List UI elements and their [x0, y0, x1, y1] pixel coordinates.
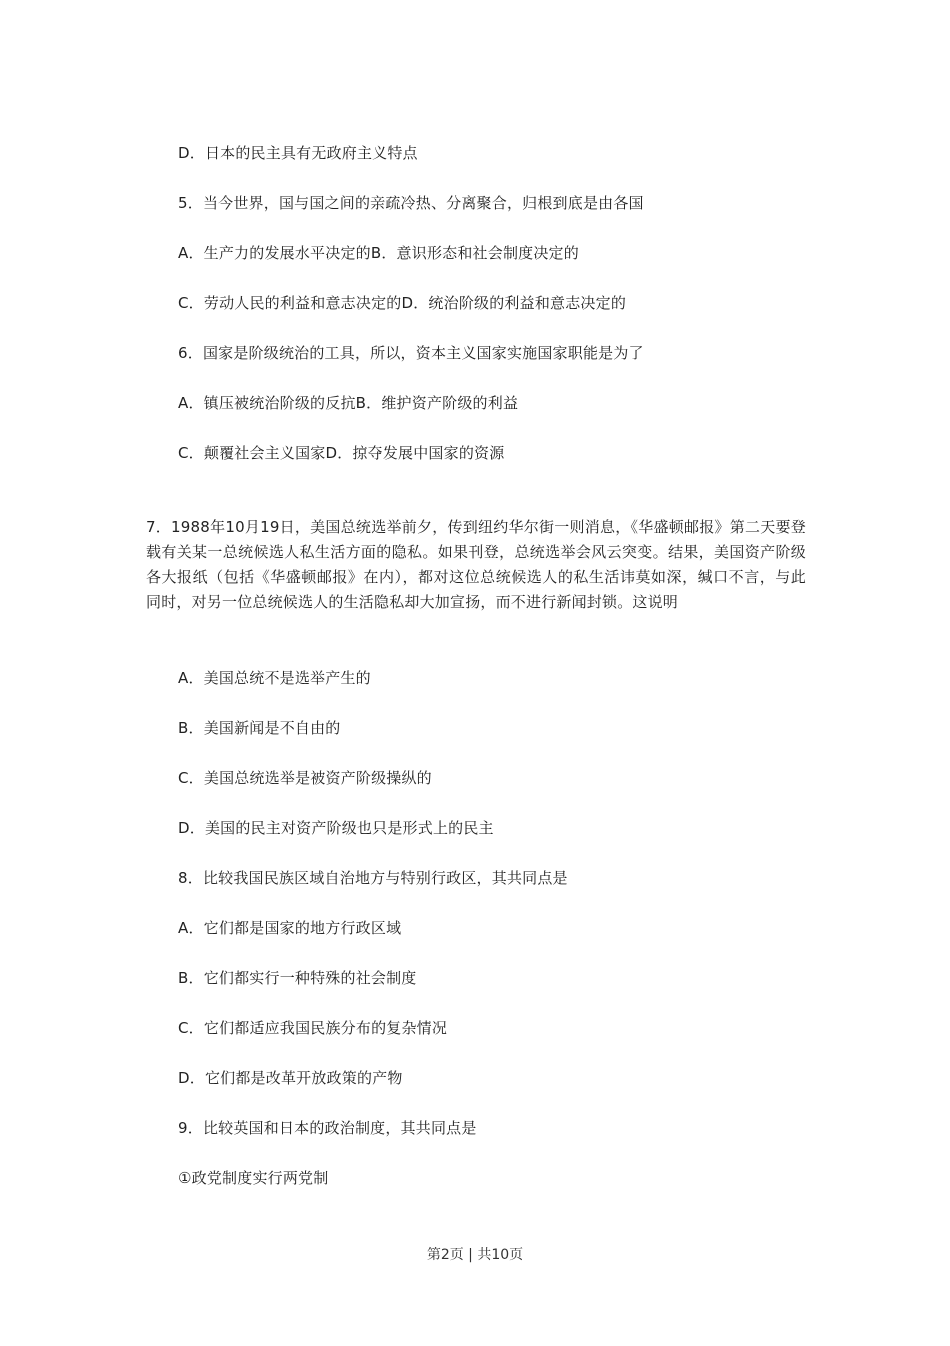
- statement-line: ①政党制度实行两党制: [178, 1169, 329, 1187]
- option-line: C．劳动人民的利益和意志决定的D．统治阶级的利益和意志决定的: [178, 294, 627, 312]
- option-line: A．它们都是国家的地方行政区域: [178, 919, 402, 937]
- option-line: A．镇压被统治阶级的反抗B．维护资产阶级的利益: [178, 394, 519, 412]
- option-line: B．它们都实行一种特殊的社会制度: [178, 969, 417, 987]
- question-line: 5．当今世界，国与国之间的亲疏冷热、分离聚合，归根到底是由各国: [178, 194, 644, 212]
- option-line: D．日本的民主具有无政府主义特点: [178, 144, 418, 162]
- option-line: C．它们都适应我国民族分布的复杂情况: [178, 1019, 448, 1037]
- option-line: A．生产力的发展水平决定的B．意识形态和社会制度决定的: [178, 244, 579, 262]
- option-line: D．美国的民主对资产阶级也只是形式上的民主: [178, 819, 494, 837]
- question-7-paragraph: 7．1988年10月19日，美国总统选举前夕，传到纽约华尔街一则消息，《华盛顿邮报》第二天要登载有关某一总统候选人私生活方面的隐私。如果刊登，总统选举会风云突变。结果，美国资产阶级各大报纸（包括《华盛顿邮报》在内），都对这位总统候选人的私生活讳莫如深，缄口不言，与此同时，对另一位总统候选人的生活隐私却大加宣扬，而不进行新闻封锁。这说明: [146, 518, 806, 611]
- option-line: A．美国总统不是选举产生的: [178, 669, 371, 687]
- question-line: 8．比较我国民族区域自治地方与特别行政区，其共同点是: [178, 869, 568, 887]
- option-line: C．颠覆社会主义国家D．掠夺发展中国家的资源: [178, 444, 505, 462]
- page-footer: 第2页 | 共10页: [426, 1247, 524, 1263]
- option-line: D．它们都是改革开放政策的产物: [178, 1069, 403, 1087]
- question-line: 9．比较英国和日本的政治制度，其共同点是: [178, 1119, 477, 1137]
- option-line: B．美国新闻是不自由的: [178, 719, 341, 737]
- option-line: C．美国总统选举是被资产阶级操纵的: [178, 769, 432, 787]
- question-line: 6．国家是阶级统治的工具，所以，资本主义国家实施国家职能是为了: [178, 344, 644, 362]
